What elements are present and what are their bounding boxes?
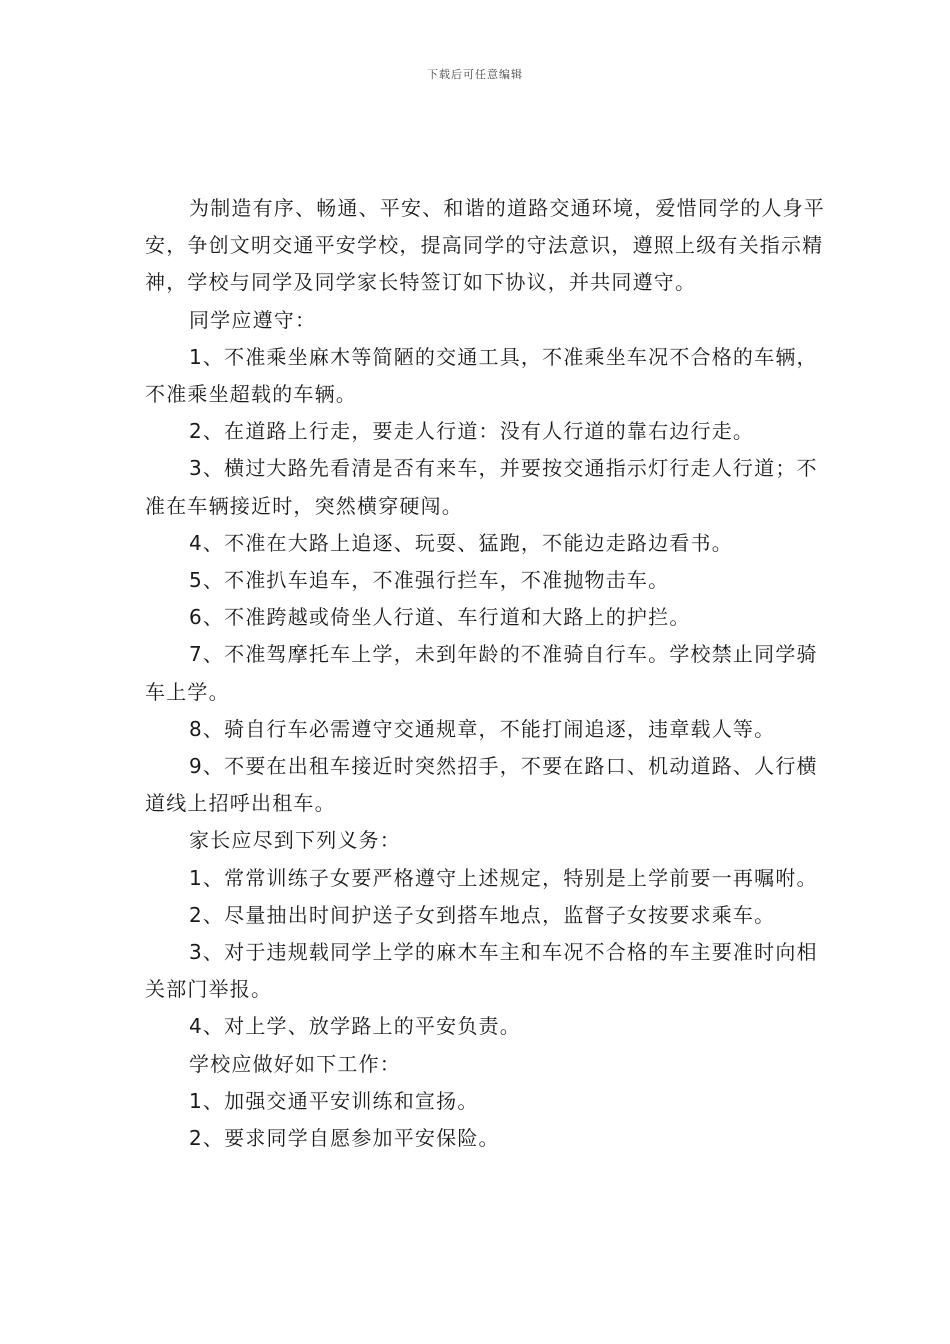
paragraph-intro: 为制造有序、畅通、平安、和谐的道路交通环境，爱惜同学的人身平安，争创文明交通平安学校，提高同学的守法意识，遵照上级有关指示精神，学校与同学及同学家长特签订如下协议，并共同遵守。 [145, 196, 825, 295]
paragraph-parent-duty-3: 3、对于违规载同学上学的麻木车主和车况不合格的车主要准时向相关部门举报。 [145, 940, 818, 1002]
paragraph-student-rule-1: 1、不准乘坐麻木等简陋的交通工具，不准乘坐车况不合格的车辆，不准乘坐超载的车辆。 [145, 344, 818, 407]
paragraph-student-rule-3: 3、横过大路先看清是否有来车，并要按交通指示灯行走人行道；不准在车辆接近时，突然横穿硬闯。 [145, 456, 818, 518]
paragraph-student-rule-5: 5、不准扒车追车，不准强行拦车，不准抛物击车。 [189, 568, 670, 593]
paragraph-student-heading: 同学应遵守： [189, 307, 317, 332]
paragraph-student-rule-2: 2、在道路上行走，要走人行道：没有人行道的靠右边行走。 [189, 419, 755, 444]
paragraph-student-rule-8: 8、骑自行车必需遵守交通规章，不能打闹追逐，违章载人等。 [189, 716, 776, 741]
paragraph-student-rule-7: 7、不准驾摩托车上学，未到年龄的不准骑自行车。学校禁止同学骑车上学。 [145, 642, 818, 704]
paragraph-student-rule-9: 9、不要在出租车接近时突然招手，不要在路口、机动道路、人行横道线上招呼出租车。 [145, 754, 818, 816]
paragraph-parent-duty-2: 2、尽量抽出时间护送子女到搭车地点，监督子女按要求乘车。 [189, 902, 776, 927]
paragraph-school-task-2: 2、要求同学自愿参加平安保险。 [189, 1126, 500, 1151]
paragraph-school-heading: 学校应做好如下工作： [189, 1051, 401, 1076]
paragraph-student-rule-4: 4、不准在大路上追逐、玩耍、猛跑，不能边走路边看书。 [189, 530, 733, 555]
paragraph-student-rule-6: 6、不准跨越或倚坐人行道、车行道和大路上的护拦。 [189, 605, 691, 630]
document-body [145, 190, 825, 1157]
paragraph-parent-duty-1: 1、常常训练子女要严格遵守上述规定，特别是上学前要一再嘱咐。 [189, 865, 818, 890]
paragraph-school-task-1: 1、加强交通平安训练和宣扬。 [189, 1088, 479, 1113]
page-header-note: 下载后可任意编辑 [427, 68, 523, 81]
paragraph-parent-duty-4: 4、对上学、放学路上的平安负责。 [189, 1014, 521, 1039]
paragraph-parent-heading: 家长应尽到下列义务： [189, 828, 401, 853]
